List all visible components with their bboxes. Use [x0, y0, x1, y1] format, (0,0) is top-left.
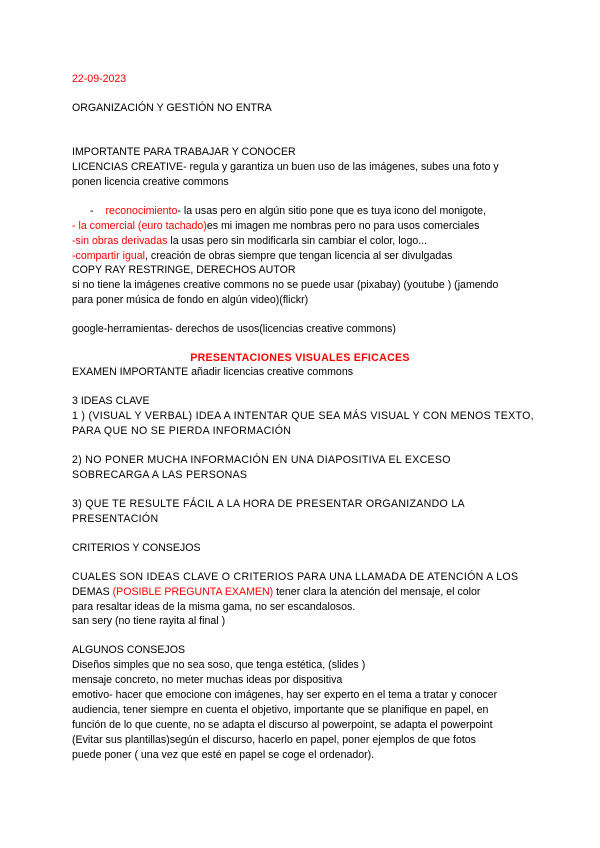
- date-line: 22-09-2023: [72, 73, 127, 85]
- term-recognition: reconocimiento: [105, 205, 178, 217]
- idea-3-line: 3) QUE TE RESULTE FÁCIL A LA HORA DE PRESENTAR ORGANIZANDO LA: [72, 498, 465, 510]
- text-line-computer: puede poner ( una vez que esté en papel se coge el ordenador).: [72, 749, 375, 761]
- text-line-emotive: emotivo- hacer que emocione con imágenes, hay ser experto en el tema a tratar y conocer: [72, 689, 498, 701]
- term-no-derivatives: -sin obras derivadas: [72, 235, 168, 247]
- text-line-function: función de lo que cuente, no se adapta el discurso al powerpoint, se adapta el powerpoint: [72, 719, 493, 731]
- text-line-others: [72, 585, 480, 600]
- idea-1-line: 1 ) (VISUAL Y VERBAL) IDEA A INTENTAR QUE SEA MÁS VISUAL Y CON MENOS TEXTO,: [72, 410, 534, 422]
- text-line-audience: audiencia, tener siempre en cuenta el objetivo, importante que se planifique en papel, en: [72, 704, 489, 716]
- desc-commercial: es mi imagen me nombras pero no para usos comerciales: [206, 220, 480, 232]
- others-desc: tener clara la atención del mensaje, el color: [273, 586, 481, 598]
- text-line-advice: ALGUNOS CONSEJOS: [72, 644, 186, 656]
- bullet-dash: -: [90, 205, 94, 217]
- text-line-key-ideas: CUALES SON IDEAS CLAVE O CRITERIOS PARA UNA LLAMADA DE ATENCIÓN A LOS: [72, 571, 519, 583]
- text-line-copyright: COPY RAY RESTRINGE, DERECHOS AUTOR: [72, 264, 296, 276]
- text-line-sources-cont: para poner música de fondo en algún video)(flickr): [72, 294, 309, 306]
- text-line-google-tools: google-herramientas- derechos de usos(licencias creative commons): [72, 323, 396, 335]
- text-line-3-ideas: 3 IDEAS CLAVE: [72, 395, 150, 407]
- text-line-licenses-cont: ponen licencia creative commons: [72, 176, 229, 188]
- text-line-licenses: LICENCIAS CREATIVE- regula y garantiza un buen uso de las imágenes, subes una foto y: [72, 161, 499, 173]
- idea-1-line-cont: PARA QUE NO SE PIERDA INFORMACIÓN: [72, 425, 292, 437]
- list-item-recognition: [90, 204, 486, 219]
- text-line-concrete-message: mensaje concreto, no meter muchas ideas por dispositiva: [72, 674, 343, 686]
- list-item-no-derivatives: [72, 234, 427, 249]
- section-heading: PRESENTACIONES VISUALES EFICACES: [190, 352, 410, 364]
- text-line-sans-serif: san sery (no tiene rayita al final ): [72, 615, 226, 627]
- list-item-commercial: [72, 219, 479, 234]
- text-line-templates: (Evitar sus plantillas)según el discurso, hacerlo en papel, poner ejemplos de que fotos: [72, 734, 476, 746]
- possible-exam-question: (POSIBLE PREGUNTA EXAMEN): [112, 586, 274, 598]
- desc-share-alike: , creación de obras siempre que tengan licencia al ser divulgadas: [145, 250, 453, 262]
- text-line-not-included: ORGANIZACIÓN Y GESTIÓN NO ENTRA: [72, 102, 272, 114]
- text-line-sources: si no tiene la imágenes creative commons no se puede usar (pixabay) (youtube ) (jamendo: [72, 279, 499, 291]
- term-share-alike: -compartir igual: [72, 250, 146, 262]
- idea-3-line-cont: PRESENTACIÓN: [72, 513, 159, 525]
- text-line-simple-designs: Diseños simples que no sea soso, que tenga estética, (slides ): [72, 659, 366, 671]
- idea-2-line-cont: SOBRECARGA A LAS PERSONAS: [72, 469, 248, 481]
- text-line-highlight: para resaltar ideas de la misma gama, no ser escandalosos.: [72, 601, 356, 613]
- text-line-criteria: CRITERIOS Y CONSEJOS: [72, 542, 201, 554]
- text-line-important: IMPORTANTE PARA TRABAJAR Y CONOCER: [72, 146, 296, 158]
- list-item-share-alike: [72, 249, 452, 264]
- desc-recognition: - la usas pero en algún sitio pone que es tuya icono del monigote,: [177, 205, 486, 217]
- desc-no-derivatives: la usas pero sin modificarla sin cambiar el color, logo...: [167, 235, 428, 247]
- text-line-exam: EXAMEN IMPORTANTE añadir licencias creative commons: [72, 366, 354, 378]
- idea-2-line: 2) NO PONER MUCHA INFORMACIÓN EN UNA DIAPOSITIVA EL EXCESO: [72, 454, 451, 466]
- others-label: DEMAS: [72, 586, 113, 598]
- term-commercial: - la comercial (euro tachado): [72, 220, 207, 232]
